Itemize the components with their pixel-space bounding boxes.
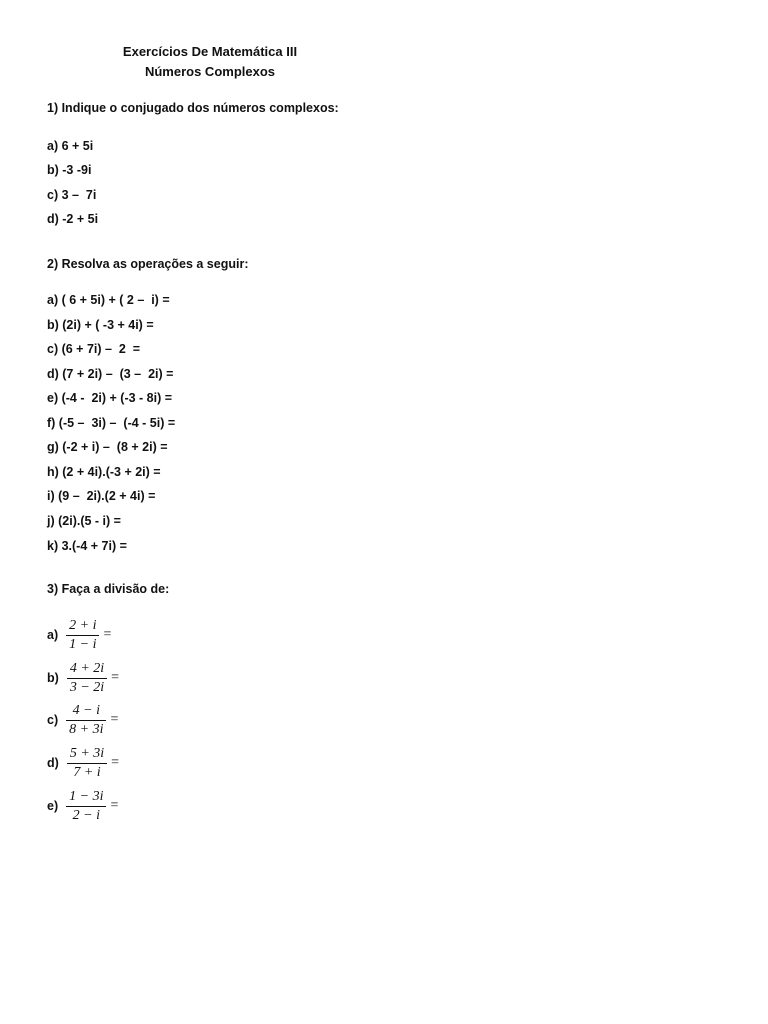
q3-item-b — [47, 658, 119, 698]
fraction-bar — [67, 678, 107, 679]
q3-item-label: c) — [47, 713, 59, 727]
fraction-denominator: 8 + 3i — [69, 721, 104, 737]
q2-item-j: j) (2i).(5 - i) = — [47, 514, 121, 528]
fraction — [67, 746, 107, 781]
title-block — [0, 42, 420, 82]
q1-heading: 1) Indique o conjugado dos números complexos: — [47, 101, 339, 115]
fraction-denominator: 1 − i — [69, 636, 97, 652]
q2-item-i: i) (9 – 2i).(2 + 4i) = — [47, 489, 156, 503]
q2-heading: 2) Resolva as operações a seguir: — [47, 257, 249, 271]
equals-sign: = — [103, 627, 112, 642]
equals-sign: = — [110, 712, 119, 727]
fraction-denominator: 2 − i — [72, 807, 100, 823]
q2-item-d: d) (7 + 2i) – (3 – 2i) = — [47, 367, 174, 381]
fraction-denominator: 3 − 2i — [69, 679, 105, 695]
q1-item-c: c) 3 – 7i — [47, 188, 97, 202]
fraction — [66, 618, 99, 653]
q3-item-label: a) — [47, 628, 59, 642]
document-title: Exercícios De Matemática III — [122, 44, 298, 59]
q1-item-d: d) -2 + 5i — [47, 212, 99, 226]
equals-sign: = — [110, 798, 119, 813]
q3-heading: 3) Faça a divisão de: — [47, 582, 170, 596]
fraction-numerator: 2 + i — [69, 617, 97, 633]
fraction-numerator: 5 + 3i — [69, 745, 105, 761]
q1-item-a: a) 6 + 5i — [47, 139, 94, 153]
q2-item-b: b) (2i) + ( -3 + 4i) = — [47, 318, 154, 332]
q2-item-k: k) 3.(-4 + 7i) = — [47, 539, 127, 553]
fraction-denominator: 7 + i — [73, 764, 101, 780]
q3-item-e — [47, 786, 118, 826]
fraction-bar — [66, 635, 99, 636]
fraction-numerator: 4 + 2i — [69, 660, 105, 676]
q3-item-c — [47, 700, 118, 740]
fraction-bar — [66, 806, 106, 807]
q2-item-c: c) (6 + 7i) – 2 = — [47, 342, 141, 356]
q3-item-a — [47, 615, 111, 655]
q3-item-label: b) — [47, 671, 59, 685]
q2-item-a: a) ( 6 + 5i) + ( 2 – i) = — [47, 293, 170, 307]
q2-item-e: e) (-4 - 2i) + (-3 - 8i) = — [47, 391, 173, 405]
fraction — [66, 789, 106, 824]
fraction — [67, 661, 107, 696]
q1-item-b: b) -3 -9i — [47, 163, 92, 177]
q3-item-label: e) — [47, 799, 59, 813]
q3-item-label: d) — [47, 756, 59, 770]
fraction-numerator: 1 − 3i — [69, 788, 104, 804]
q2-item-h: h) (2 + 4i).(-3 + 2i) = — [47, 465, 161, 479]
equals-sign: = — [111, 670, 120, 685]
fraction-numerator: 4 − i — [72, 702, 100, 718]
fraction-bar — [67, 763, 107, 764]
document-subtitle: Números Complexos — [144, 64, 276, 79]
q2-item-g: g) (-2 + i) – (8 + 2i) = — [47, 440, 168, 454]
fraction — [66, 703, 106, 738]
q2-item-f: f) (-5 – 3i) – (-4 - 5i) = — [47, 416, 176, 430]
fraction-bar — [66, 720, 106, 721]
equals-sign: = — [111, 755, 120, 770]
q3-item-d — [47, 743, 119, 783]
